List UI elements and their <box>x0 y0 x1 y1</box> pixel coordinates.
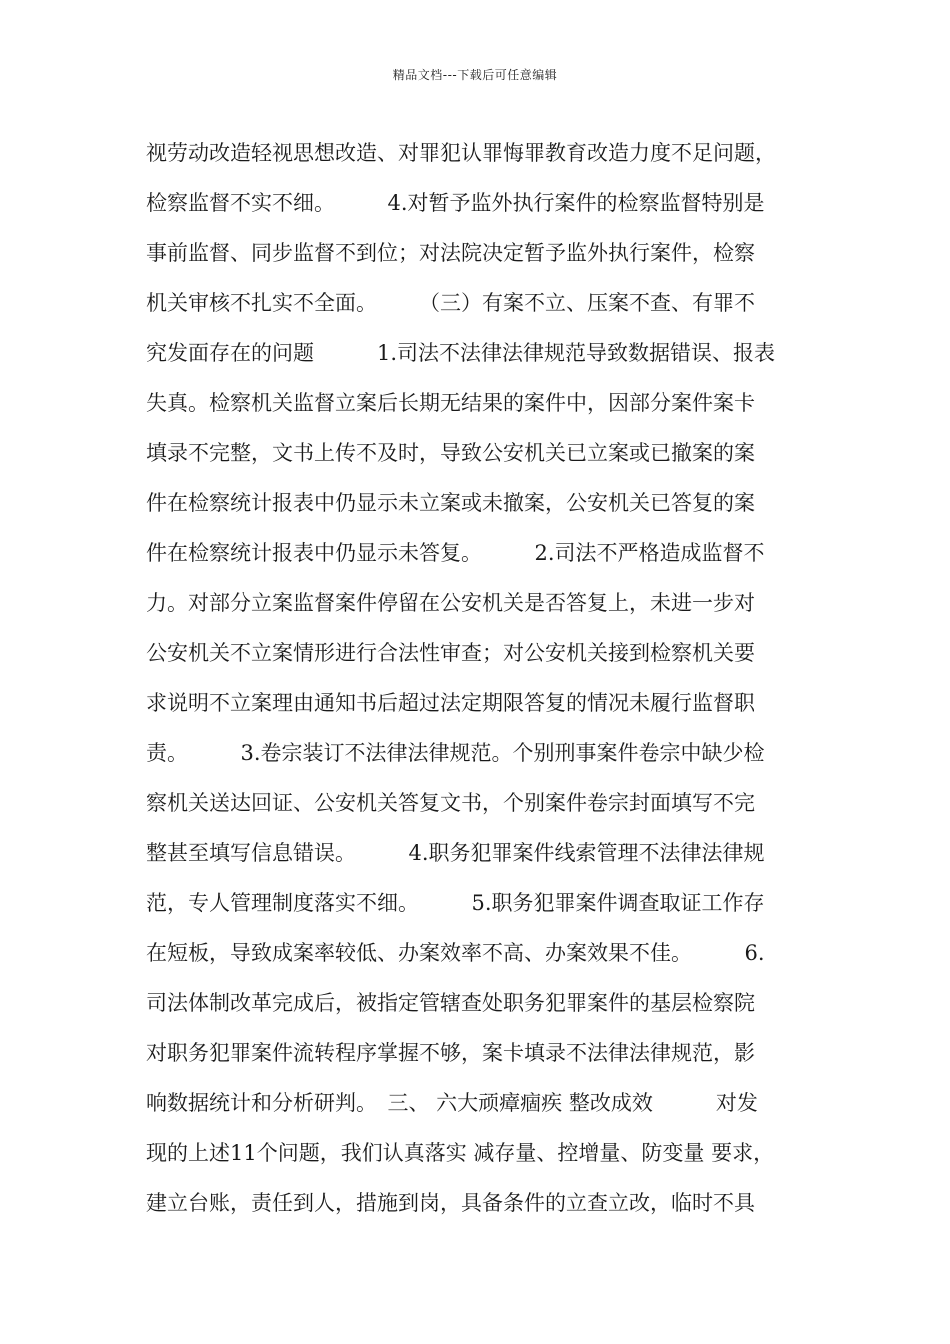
text-line: 机关审核不扎实不全面。 （三）有案不立、压案不查、有罪不 <box>146 291 755 315</box>
text-line: 范，专人管理制度落实不细。 5.职务犯罪案件调查取证工作存 <box>146 891 765 915</box>
document-body <box>146 128 811 1228</box>
text-line: 建立台账，责任到人，措施到岗，具备条件的立查立改，临时不具 <box>146 1191 755 1215</box>
text-line: 察机关送达回证、公安机关答复文书，个别案件卷宗封面填写不完 <box>146 791 755 815</box>
text-line: 对职务犯罪案件流转程序掌握不够，案卡填录不法律法律规范，影 <box>146 1041 755 1065</box>
text-line: 在短板，导致成案率较低、办案效率不高、办案效果不佳。 6. <box>146 941 765 965</box>
text-line: 责。 3.卷宗装订不法律法律规范。个别刑事案件卷宗中缺少检 <box>146 741 765 765</box>
text-line: 整甚至填写信息错误。 4.职务犯罪案件线索管理不法律法律规 <box>146 841 765 865</box>
text-line: 件在检察统计报表中仍显示未答复。 2.司法不严格造成监督不 <box>146 541 765 565</box>
text-line: 事前监督、同步监督不到位；对法院决定暂予监外执行案件，检察 <box>146 241 755 265</box>
text-line: 究发面存在的问题 1.司法不法律法律规范导致数据错误、报表 <box>146 341 776 365</box>
text-line: 视劳动改造轻视思想改造、对罪犯认罪悔罪教育改造力度不足问题， <box>146 141 776 165</box>
text-line: 检察监督不实不细。 4.对暂予监外执行案件的检察监督特别是 <box>146 191 765 215</box>
text-line: 响数据统计和分析研判。 三、 六大顽瘴痼疾 整改成效 对发 <box>146 1091 758 1115</box>
text-line: 失真。检察机关监督立案后长期无结果的案件中，因部分案件案卡 <box>146 391 755 415</box>
page-header: 精品文档---下载后可任意编辑 <box>392 68 558 82</box>
text-line: 力。对部分立案监督案件停留在公安机关是否答复上，未进一步对 <box>146 591 755 615</box>
text-line: 现的上述11个问题，我们认真落实 减存量、控增量、防变量 要求， <box>146 1141 775 1165</box>
text-line: 填录不完整，文书上传不及时，导致公安机关已立案或已撤案的案 <box>146 441 755 465</box>
text-line: 件在检察统计报表中仍显示未立案或未撤案，公安机关已答复的案 <box>146 491 755 515</box>
text-line: 司法体制改革完成后，被指定管辖查处职务犯罪案件的基层检察院 <box>146 991 755 1015</box>
text-line: 公安机关不立案情形进行合法性审查；对公安机关接到检察机关要 <box>146 641 755 665</box>
text-line: 求说明不立案理由通知书后超过法定期限答复的情况未履行监督职 <box>146 691 755 715</box>
